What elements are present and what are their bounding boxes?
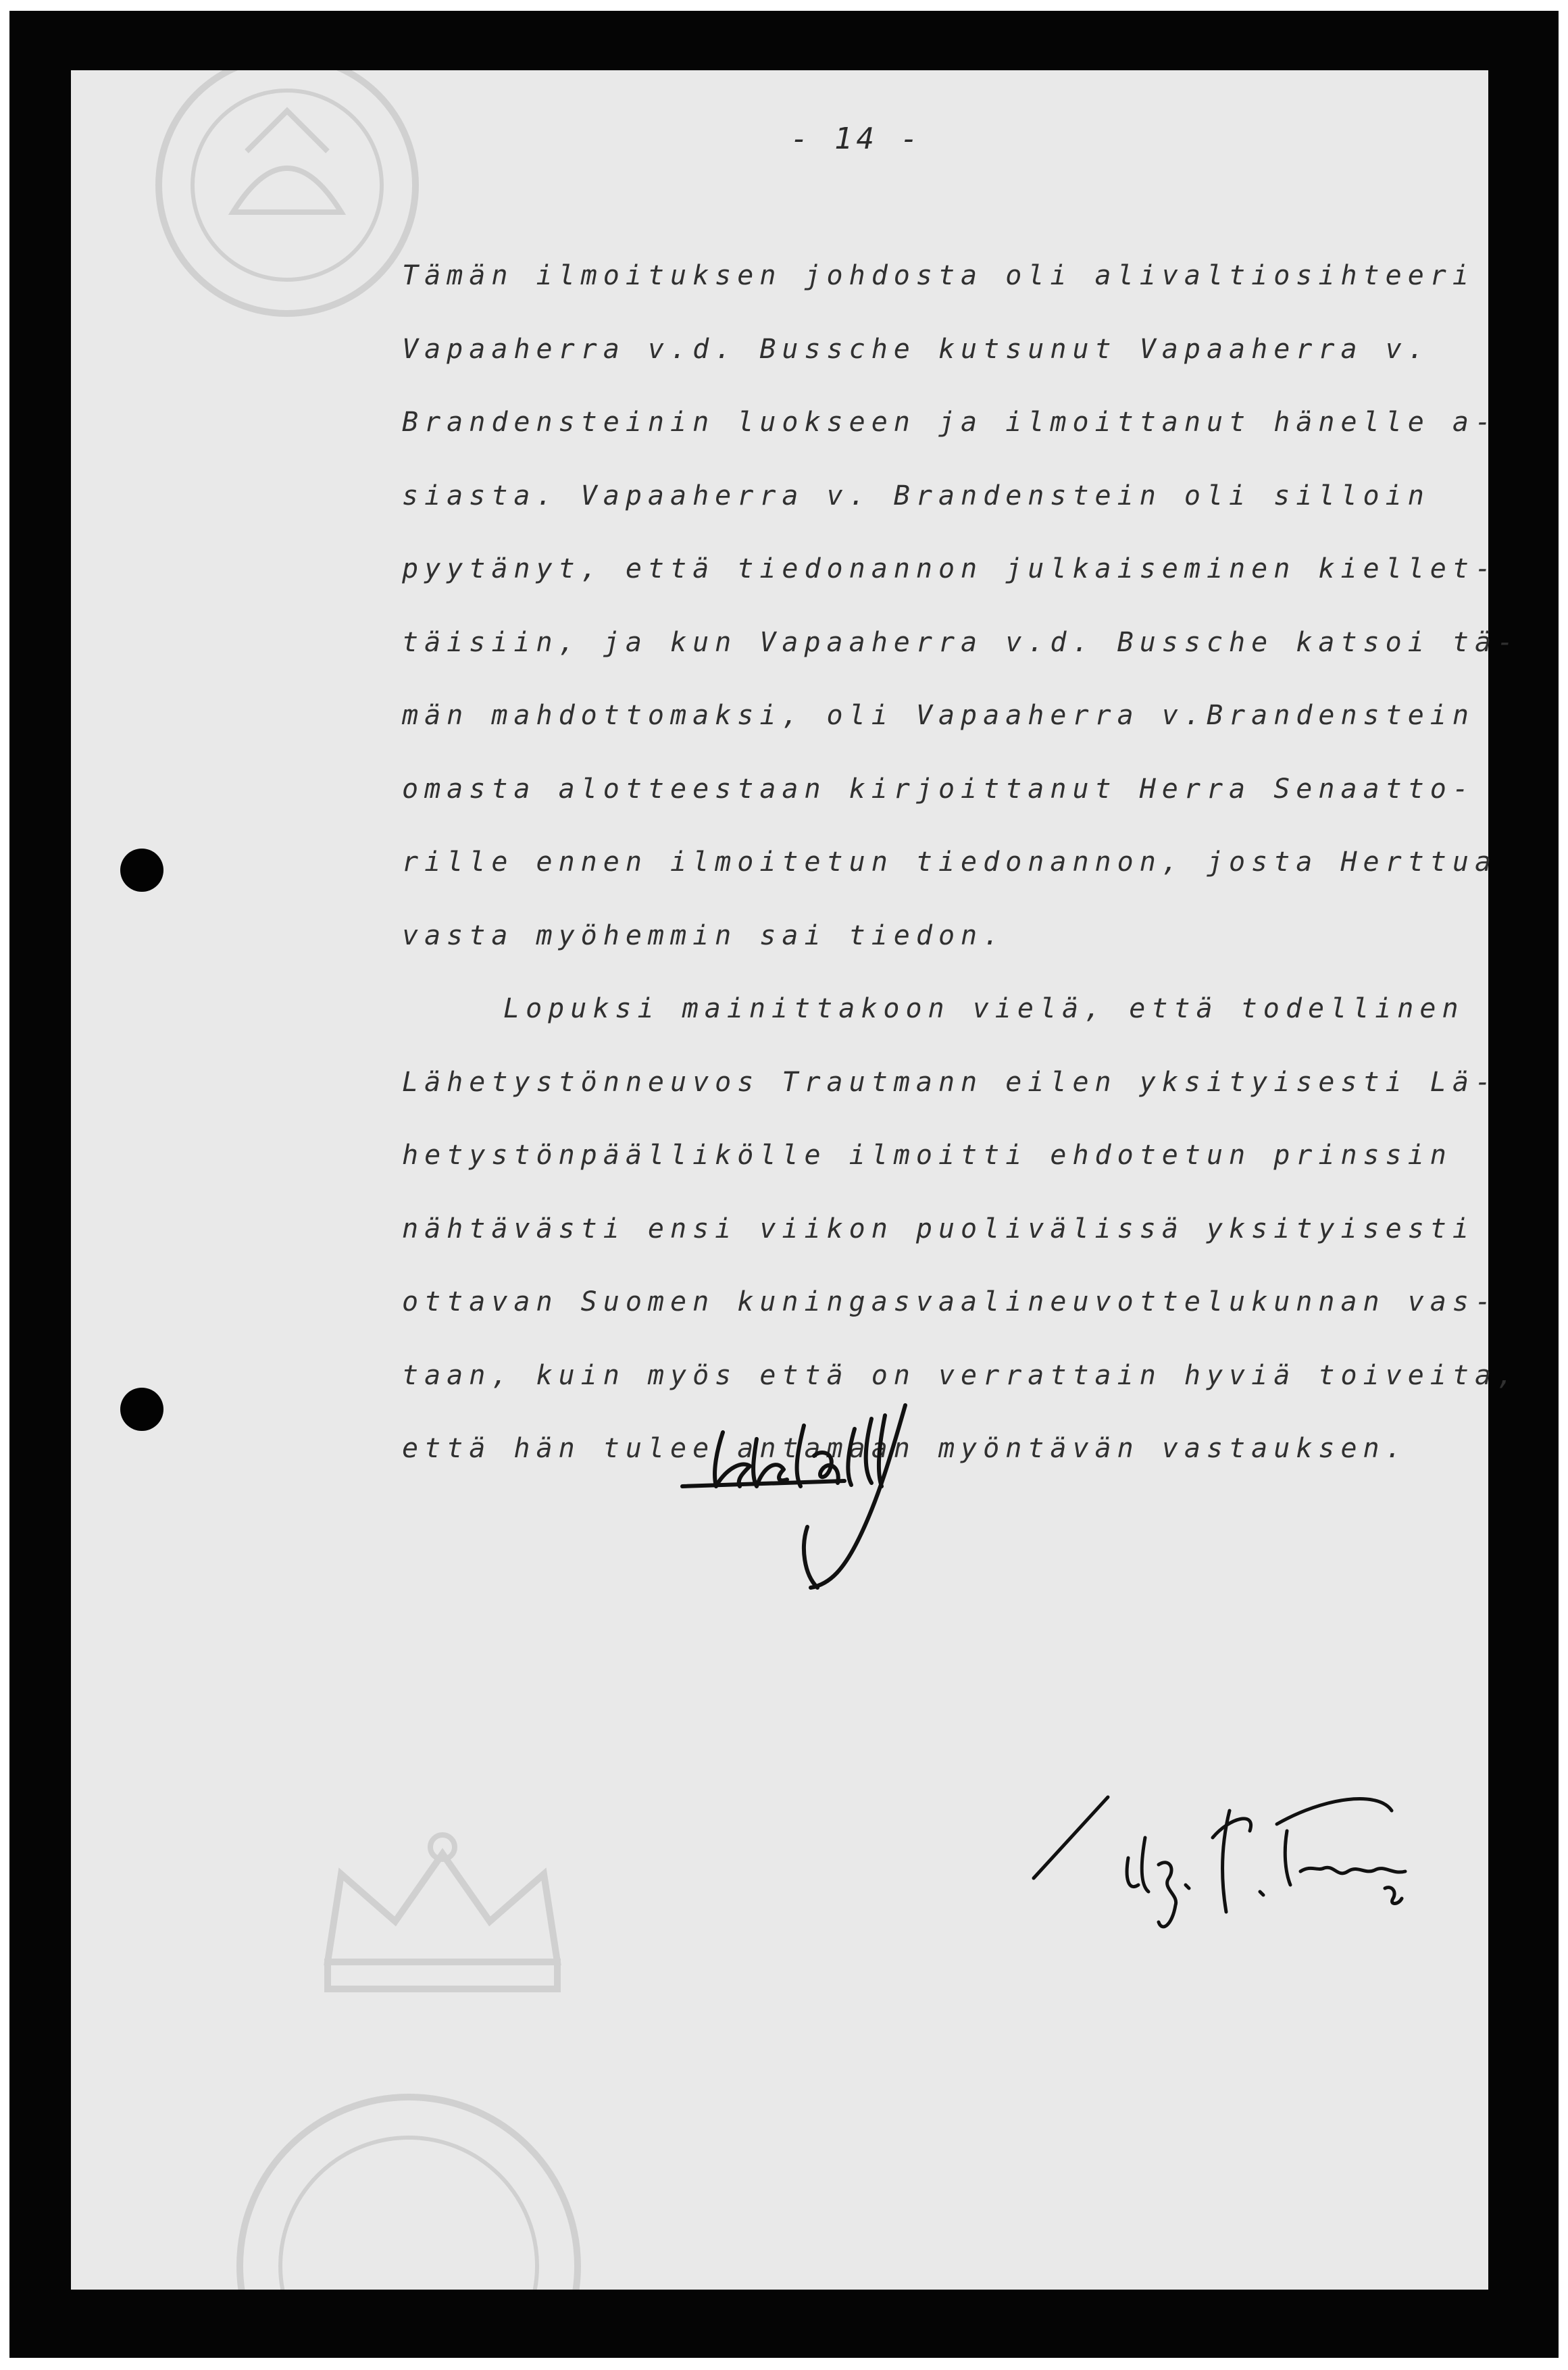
text-line: nähtävästi ensi viikon puolivälissä yksityisesti [402,1213,1475,1244]
text-line: rille ennen ilmoitetun tiedonannon, josta Herttua [402,847,1498,878]
text-line: omasta alotteestaan kirjoittanut Herra Senaatto- [402,773,1475,805]
text-line: vasta myöhemmin sai tiedon. [402,919,1006,951]
text-line: siasta. Vapaaherra v. Brandenstein oli silloin [402,480,1430,511]
text-line: Lähetystönneuvos Trautmann eilen yksityisesti Lä- [402,1066,1498,1098]
page-number: - 14 - [790,122,922,156]
signature-edelfelt [676,1392,1054,1594]
text-line: män mahdottomaksi, oli Vapaaherra v.Brandenstein [402,700,1475,731]
text-line: Vapaaherra v.d. Bussche kutsunut Vapaaherra v. [402,333,1430,365]
punch-hole-upper [120,849,163,892]
faint-crown-stamp-bottom [287,1800,598,2002]
text-line-paragraph-start: Lopuksi mainittakoon vielä, että todellinen [503,993,1465,1024]
signature-procope [1027,1770,1459,1946]
text-line: että hän tulee antamaan myöntävän vastauksen. [402,1433,1408,1464]
letter-body [402,255,1520,1502]
text-line: taan, kuin myös että on verrattain hyviä toiveita, [402,1359,1520,1391]
faint-seal-stamp-bottom [220,2063,598,2290]
text-line: Tämän ilmoituksen johdosta oli alivaltiosihteeri [402,260,1475,291]
text-line: täisiin, ja kun Vapaaherra v.d. Bussche katsoi tä- [402,626,1520,658]
text-line: ottavan Suomen kuningasvaalineuvottelukunnan vas- [402,1286,1498,1317]
text-line: pyytänyt, että tiedonannon julkaiseminen kiellet- [402,553,1498,584]
text-line: Brandensteinin luokseen ja ilmoittanut hänelle a- [402,407,1498,438]
text-line: hetystönpäällikölle ilmoitti ehdotetun prinssin [402,1140,1452,1171]
punch-hole-lower [120,1388,163,1431]
